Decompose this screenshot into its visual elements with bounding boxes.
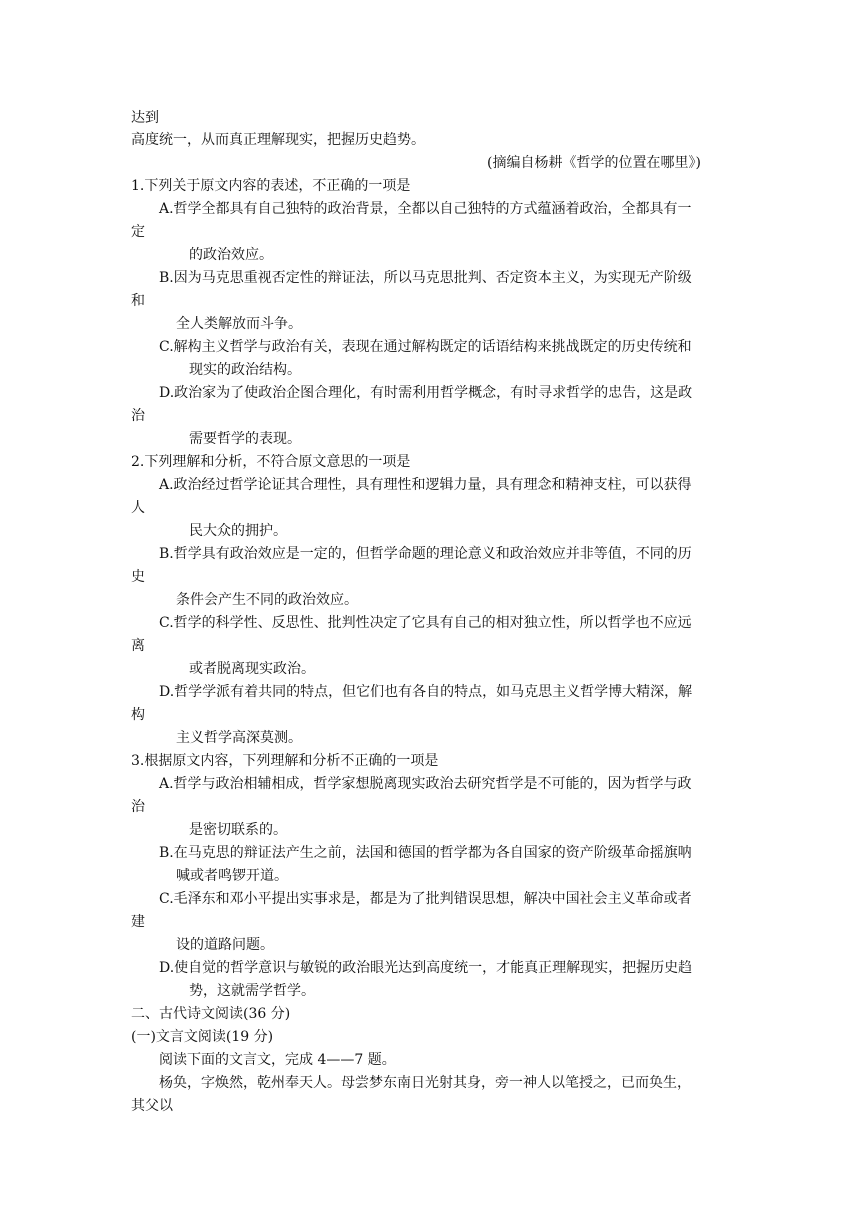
text-line: 达到	[131, 110, 159, 126]
text-line: (一)文言文阅读(19 分)	[131, 1029, 274, 1045]
text-line: D.使自觉的哲学意识与敏锐的政治眼光达到高度统一，才能真正理解现实，把握历史趋	[159, 960, 693, 976]
text-line: B.因为马克思重视否定性的辩证法，所以马克思批判、否定资本主义，为实现无产阶级	[159, 270, 692, 286]
text-line: 是密切联系的。	[189, 822, 287, 838]
text-line: 喊或者鸣锣开道。	[176, 868, 288, 884]
text-line: 现实的政治结构。	[189, 362, 301, 378]
text-line: 建	[131, 914, 145, 930]
text-line: 3.根据原文内容，下列理解和分析不正确的一项是	[131, 753, 439, 769]
text-line: A.哲学全都具有自己独特的政治背景，全都以自己独特的方式蕴涵着政治，全都具有一	[159, 201, 692, 217]
text-line: 条件会产生不同的政治效应。	[176, 592, 358, 608]
text-line: 2.下列理解和分析，不符合原文意思的一项是	[131, 454, 411, 470]
text-line: 势，这就需学哲学。	[189, 983, 315, 999]
text-line: 或者脱离现实政治。	[189, 661, 315, 677]
text-line: 杨奂，字焕然，乾州奉天人。母尝梦东南日光射其身，旁一神人以笔授之，已而奂生，	[159, 1075, 691, 1091]
text-line: 史	[131, 569, 145, 585]
text-line: A.哲学与政治相辅相成，哲学家想脱离现实政治去研究哲学是不可能的，因为哲学与政	[159, 776, 692, 792]
text-line: 的政治效应。	[189, 247, 273, 263]
text-line: 高度统一，从而真正理解现实，把握历史趋势。	[131, 132, 425, 148]
text-line: 人	[131, 500, 145, 516]
text-line: 定	[131, 224, 145, 240]
text-line: B.在马克思的辩证法产生之前，法国和德国的哲学都为各自国家的资产阶级革命摇旗呐	[159, 845, 692, 861]
text-line: A.政治经过哲学论证其合理性，具有理性和逻辑力量，具有理念和精神支柱，可以获得	[159, 477, 692, 493]
text-line: 二、古代诗文阅读(36 分)	[131, 1006, 291, 1022]
text-line: 离	[131, 638, 145, 654]
text-line: B.哲学具有政治效应是一定的，但哲学命题的理论意义和政治效应并非等值，不同的历	[159, 546, 692, 562]
text-line: C.解构主义哲学与政治有关，表现在通过解构既定的话语结构来挑战既定的历史传统和	[159, 339, 692, 355]
text-line: 全人类解放而斗争。	[176, 316, 302, 332]
text-line: 治	[131, 799, 145, 815]
text-line: 其父以	[131, 1098, 173, 1114]
text-line: 民大众的拥护。	[189, 523, 287, 539]
text-line: D.政治家为了使政治企图合理化，有时需利用哲学概念，有时寻求哲学的忠告，这是政	[159, 385, 693, 401]
text-line: 阅读下面的文言文，完成 4——7 题。	[159, 1052, 396, 1068]
text-line: C.毛泽东和邓小平提出实事求是，都是为了批判错误思想，解决中国社会主义革命或者	[159, 891, 692, 907]
text-line: D.哲学学派有着共同的特点，但它们也有各自的特点，如马克思主义哲学博大精深，解	[159, 684, 693, 700]
text-line: 需要哲学的表现。	[189, 431, 301, 447]
text-line: 主义哲学高深莫测。	[176, 730, 302, 746]
text-line: 治	[131, 408, 145, 424]
text-line: 设的道路问题。	[176, 937, 274, 953]
text-line: 和	[131, 293, 145, 309]
text-line: 构	[131, 707, 145, 723]
text-line: 1.下列关于原文内容的表述，不正确的一项是	[131, 178, 411, 194]
text-line: C.哲学的科学性、反思性、批判性决定了它具有自己的相对独立性，所以哲学也不应远	[159, 615, 692, 631]
text-line: (摘编自杨耕《哲学的位置在哪里》)	[487, 155, 701, 171]
